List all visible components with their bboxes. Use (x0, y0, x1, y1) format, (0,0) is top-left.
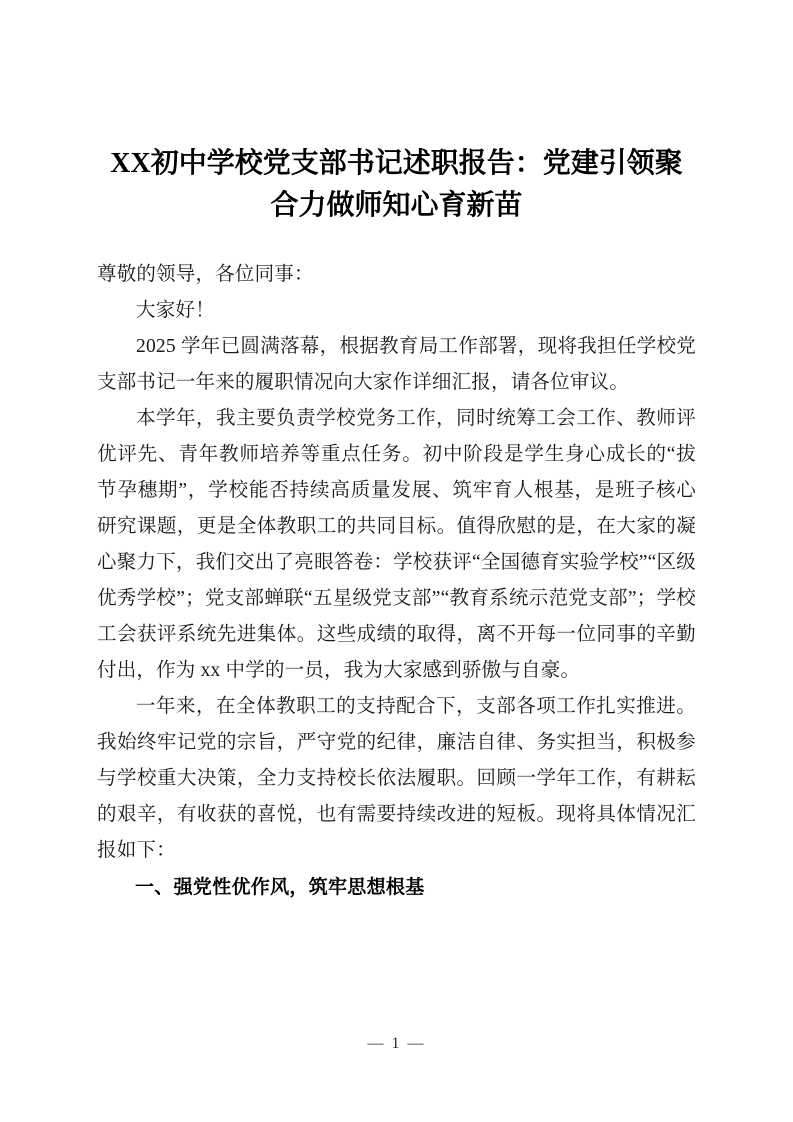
paragraph-salutation: 尊敬的领导，各位同事： (97, 264, 314, 285)
document-body (97, 257, 696, 905)
section-heading-1: 一、强党性优作风，筑牢思想根基 (135, 876, 425, 898)
paragraph-responsibilities: 本学年，我主要负责学校党务工作，同时统筹工会工作、教师评优评先、青年教师培养等重点任务。初中阶段是学生身心成长的“拔节孕穗期”，学校能否持续高质量发展、筑牢育人根基，是班子核心研究课题，更是全体教职工的共同目标。值得欣慰的是，在大家的凝心聚力下，我们交出了亮眼答卷：学校获评“全国德育实验学校”“区级优秀学校”；党支部蝉联“五星级党支部”“教育系统示范党支部”；学校工会获评系统先进集体。这些成绩的取得，离不开每一位同事的辛勤付出，作为 xx 中学的一员，我为大家感到骄傲与自豪。 (97, 408, 696, 681)
paragraph-overview: 一年来，在全体教职工的支持配合下，支部各项工作扎实推进。我始终牢记党的宗旨，严守党的纪律，廉洁自律、务实担当，积极参与学校重大决策，全力支持校长依法履职。回顾一学年工作，有耕耘的艰辛，有收获的喜悦，也有需要持续改进的短板。现将具体情况汇报如下： (97, 696, 696, 861)
page-footer (0, 1035, 793, 1053)
paragraph-greeting: 大家好！ (136, 300, 215, 321)
page-content (97, 0, 696, 905)
page-number: — 1 — (367, 1035, 426, 1052)
paragraph-intro: 2025 学年已圆满落幕，根据教育局工作部署，现将我担任学校党支部书记一年来的履职情况向大家作详细汇报，请各位审议。 (97, 336, 696, 393)
page-title: XX初中学校党支部书记述职报告：党建引领聚合力做师知心育新苗 (110, 148, 683, 221)
